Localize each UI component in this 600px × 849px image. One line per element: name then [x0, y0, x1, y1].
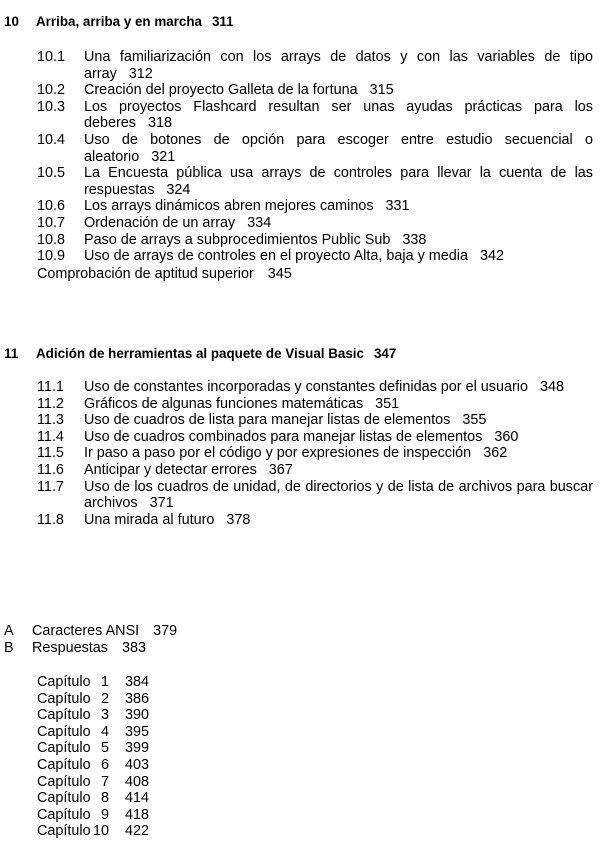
chapter-num: 10	[92, 823, 109, 840]
section-page: 342	[479, 248, 504, 265]
section-page: 362	[483, 445, 508, 462]
appendix-letter: A	[4, 623, 14, 639]
chapter-label: Capítulo	[37, 690, 91, 707]
chapter-number: 10	[4, 14, 19, 29]
section-title: Ordenación de un array	[84, 214, 236, 231]
section-page: 378	[226, 511, 251, 528]
toc-entry-10-5[interactable]	[37, 165, 593, 198]
toc-entry-10-4[interactable]	[37, 132, 593, 165]
chapter-page: 403	[125, 756, 150, 773]
chapter-11-heading[interactable]	[4, 345, 396, 362]
section-number: 10.7	[37, 214, 66, 231]
chapter-page: 399	[125, 740, 150, 757]
section-page: 331	[385, 198, 410, 215]
section-title: Paso de arrays a subprocedimientos Public Sub	[84, 231, 391, 248]
chapter-page: 311	[211, 14, 234, 29]
chapter-num: 3	[100, 707, 109, 724]
section-title: Una mirada al futuro	[84, 511, 215, 528]
section-title: Creación del proyecto Galleta de la fortuna	[84, 82, 358, 99]
section-number: 11.1	[37, 379, 64, 395]
chapter-num: 2	[100, 690, 109, 707]
toc-entry-11-1[interactable]	[37, 379, 593, 396]
chapter-label: Capítulo	[37, 740, 91, 757]
section-title: Los arrays dinámicos abren mejores caminos	[84, 198, 374, 215]
section-number: 11.4	[37, 428, 64, 445]
section-number: 10.8	[37, 231, 66, 248]
appendix-title: Caracteres ANSI	[32, 623, 140, 639]
toc-entry-11-3[interactable]	[37, 412, 593, 429]
chapter-10-heading[interactable]	[4, 13, 234, 30]
toc-entry-summary[interactable]	[37, 266, 593, 283]
chapter-label: Capítulo	[37, 823, 91, 840]
toc-entry-10-8[interactable]	[37, 232, 593, 249]
chapter-label: Capítulo	[37, 773, 91, 790]
chapter-label: Capítulo	[37, 756, 91, 773]
appendix-title: Respuestas	[32, 640, 108, 656]
toc-entry-10-2[interactable]	[37, 82, 593, 99]
chapter-num: 8	[100, 790, 109, 807]
section-page: 360	[494, 428, 519, 445]
toc-entry-11-5[interactable]	[37, 445, 593, 462]
answers-chapter-5[interactable]	[37, 740, 149, 757]
section-title: Gráficos de algunas funciones matemáticas	[84, 395, 364, 412]
toc-entry-11-2[interactable]	[37, 396, 593, 413]
chapter-page: 386	[125, 690, 150, 707]
section-number: 11.7	[37, 478, 64, 495]
appendix-page: 383	[122, 640, 147, 656]
chapter-num: 6	[100, 756, 109, 773]
chapter-page: 422	[125, 823, 150, 840]
answers-chapter-3[interactable]	[37, 707, 149, 724]
chapter-num: 5	[100, 740, 109, 757]
chapter-title: Adición de herramientas al paquete de Visual Basic	[36, 346, 364, 361]
chapter-num: 7	[100, 773, 109, 790]
section-title: Uso de arrays de controles en el proyecto Alta, baja y media	[84, 248, 468, 265]
toc-entry-11-6[interactable]	[37, 462, 593, 479]
answers-chapter-4[interactable]	[37, 724, 149, 741]
answers-chapter-1[interactable]	[37, 674, 149, 691]
answers-chapter-9[interactable]	[37, 807, 149, 824]
toc-entry-10-9[interactable]	[37, 248, 593, 265]
section-number: 10.6	[37, 198, 66, 215]
chapter-num: 1	[100, 674, 109, 690]
chapter-page: 408	[125, 773, 150, 790]
section-title: Anticipar y detectar errores	[84, 461, 257, 478]
answers-chapter-10[interactable]	[37, 823, 149, 840]
chapter-label: Capítulo	[37, 790, 91, 807]
section-title: Los proyectos Flashcard resultan ser unas ayudas prácticas para los deberes	[84, 98, 593, 132]
section-page: 315	[369, 82, 394, 99]
appendix-b[interactable]	[4, 640, 146, 657]
chapter-10-sections	[37, 49, 593, 282]
chapter-num: 9	[100, 806, 109, 823]
answers-chapter-2[interactable]	[37, 691, 149, 708]
section-title: Uso de botones de opción para escoger entre estudio secuencial o aleatorio	[84, 131, 593, 165]
summary-title: Comprobación de aptitud superior	[37, 265, 254, 282]
appendix-a[interactable]	[4, 623, 177, 640]
chapter-page: 414	[125, 790, 150, 807]
chapter-label: Capítulo	[37, 674, 91, 690]
section-page: 351	[375, 395, 400, 412]
section-title: Uso de cuadros de lista para manejar listas de elementos	[84, 412, 451, 429]
chapter-page: 418	[125, 806, 150, 823]
answers-chapter-7[interactable]	[37, 774, 149, 791]
chapter-page: 347	[373, 346, 397, 361]
section-page: 312	[128, 65, 153, 82]
chapter-number: 11	[4, 346, 19, 361]
section-title: Una familiarización con los arrays de datos y con las variables de tipo array	[84, 49, 593, 82]
section-page: 321	[151, 148, 176, 165]
section-page: 355	[462, 412, 487, 429]
section-page: 338	[402, 231, 427, 248]
section-number: 10.5	[37, 165, 66, 182]
section-title: Uso de los cuadros de unidad, de directorios y de lista de archivos para buscar archivos	[84, 478, 593, 512]
section-number: 11.5	[37, 445, 64, 462]
chapter-page: 395	[125, 723, 150, 740]
section-number: 10.2	[37, 82, 66, 99]
toc-entry-10-1[interactable]	[37, 49, 593, 82]
section-number: 11.3	[37, 412, 64, 429]
toc-entry-11-4[interactable]	[37, 429, 593, 446]
section-page: 371	[149, 495, 174, 512]
section-title: Uso de constantes incorporadas y constantes definidas por el usuario	[84, 379, 528, 395]
toc-entry-10-3[interactable]	[37, 99, 593, 132]
toc-entry-10-7[interactable]	[37, 215, 593, 232]
appendix-letter: B	[4, 640, 14, 656]
section-title: Ir paso a paso por el código y por expresiones de inspección	[84, 445, 472, 462]
summary-page: 345	[267, 265, 292, 282]
section-number: 10.4	[37, 131, 66, 148]
chapter-label: Capítulo	[37, 707, 91, 724]
section-page: 334	[247, 214, 272, 231]
section-page: 367	[268, 461, 293, 478]
section-number: 11.6	[37, 461, 64, 478]
toc-entry-11-8[interactable]	[37, 512, 593, 529]
section-title: Uso de cuadros combinados para manejar listas de elementos	[84, 428, 483, 445]
section-number: 10.9	[37, 248, 66, 265]
chapter-page: 390	[125, 707, 150, 724]
chapter-num: 4	[100, 723, 109, 740]
section-page: 318	[148, 115, 173, 132]
answers-chapter-8[interactable]	[37, 790, 149, 807]
section-page: 348	[539, 379, 564, 395]
answers-chapter-6[interactable]	[37, 757, 149, 774]
section-number: 10.3	[37, 98, 66, 115]
appendix-page: 379	[153, 623, 178, 639]
chapter-label: Capítulo	[37, 723, 91, 740]
section-number: 10.1	[37, 49, 66, 65]
chapter-page: 384	[125, 674, 150, 690]
section-number: 11.2	[37, 395, 64, 412]
chapter-title: Arriba, arriba y en marcha	[36, 14, 202, 29]
toc-entry-11-7[interactable]	[37, 479, 593, 512]
section-number: 11.8	[37, 511, 64, 528]
chapter-11-sections	[37, 379, 593, 528]
section-page: 324	[166, 181, 191, 198]
toc-entry-10-6[interactable]	[37, 198, 593, 215]
answers-list	[37, 674, 149, 840]
chapter-label: Capítulo	[37, 806, 91, 823]
section-title: La Encuesta pública usa arrays de controles para llevar la cuenta de las respuestas	[84, 165, 593, 198]
